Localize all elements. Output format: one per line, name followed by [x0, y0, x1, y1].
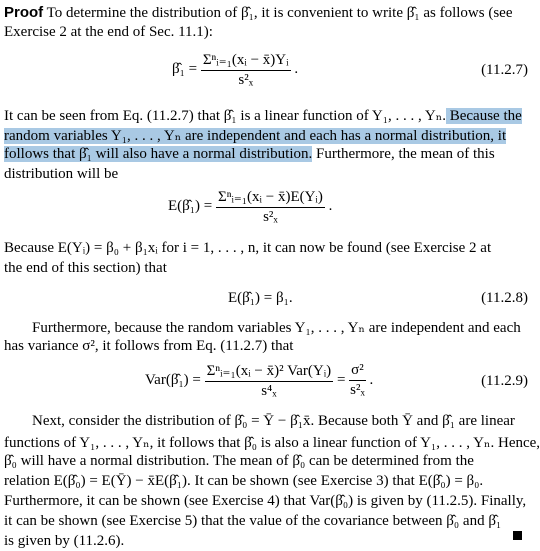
equation-number: (11.2.7) [481, 62, 528, 78]
paragraph-3-line-2: the end of this section) that [4, 260, 167, 276]
paragraph-5-line-1: Next, consider the distribution of β̂₀ = Ȳ − β̂₁x̄. Because both Ȳ and β̂₁ are linear [32, 413, 515, 429]
eq-numerator: Σⁿᵢ₌₁(xᵢ − x̄)Yᵢ [201, 50, 291, 71]
text-span: Furthermore, the mean of this [312, 146, 495, 162]
eq-numerator-2: σ² [349, 362, 366, 381]
proof-label: Proof [4, 4, 44, 21]
eq-lhs: Var(β̂₁) = [145, 371, 201, 388]
eq-fraction-2 [349, 362, 366, 399]
highlighted-text[interactable]: random variables Y₁, . . . , Yₙ are independent and each has a normal distribution, it [4, 128, 507, 144]
eq-equals: = [336, 371, 346, 388]
equation-11-2-8: E(β̂₁) = β₁. [228, 290, 293, 306]
paragraph-5-line-5: Furthermore, it can be shown (see Exercise 4) that Var(β̂₀) is given by (11.2.5). Finally, [4, 493, 527, 509]
eq-denominator-2: s²ₓ [350, 382, 365, 398]
eq-tail: . [294, 60, 299, 77]
eq-tail: . [369, 371, 374, 388]
paragraph-5-line-6: it can be shown (see Exercise 5) that the value of the covariance between β̂₀ and β̂₁ [4, 513, 502, 529]
eq-fraction [201, 50, 291, 89]
eq-numerator: Σⁿᵢ₌₁(xᵢ − x̄)E(Yᵢ) [216, 187, 325, 208]
paragraph-5-line-3: β̂₀ will have a normal distribution. The mean of β̂₀ can be determined from the [4, 453, 474, 469]
text-span: It can be seen from Eq. (11.2.7) that β̂₁ is a linear function of Y₁, . . . , Yₙ. [4, 108, 446, 124]
eq-numerator: Σⁿᵢ₌₁(xᵢ − x̄)² Var(Yᵢ) [205, 361, 334, 382]
paragraph-2-line-1 [4, 106, 522, 125]
paragraph-1-line-1 [4, 4, 512, 22]
paragraph-5-line-4: relation E(β̂₀) = E(Ȳ) − x̄E(β̂₁). It can be shown (see Exercise 3) that E(β̂₀) = β₀. [4, 473, 484, 489]
paragraph-2-line-2 [4, 126, 506, 145]
paragraph-5-line-7: is given by (11.2.6). [4, 533, 125, 549]
eq-fraction [205, 361, 334, 400]
paragraph-2-line-3 [4, 146, 495, 163]
equation-11-2-7 [172, 50, 298, 89]
text-span: To determine the distribution of β̂₁, it is convenient to write β̂₁ as follows (see [46, 5, 513, 21]
eq-denominator: s⁴ₓ [261, 383, 277, 399]
paragraph-5-line-2: functions of Y₁, . . . , Yₙ, it follows that β̂₀ is also a linear function of Y₁, . . . , Yₙ. Hence, [4, 435, 540, 451]
qed-square-icon [513, 531, 522, 540]
paragraph-1-line-2: Exercise 2 at the end of Sec. 11.1): [4, 24, 213, 40]
equation-11-2-9 [145, 361, 373, 400]
eq-denominator: s²ₓ [238, 72, 254, 88]
highlighted-text[interactable]: Because the [445, 108, 522, 124]
equation-expectation [168, 187, 332, 226]
eq-lhs: E(β̂₁) = [168, 197, 213, 214]
paragraph-2-line-4: distribution will be [4, 166, 119, 182]
eq-denominator: s²ₓ [263, 209, 278, 225]
paragraph-4-line-1: Furthermore, because the random variables Y₁, . . . , Yₙ are independent and each [32, 320, 521, 336]
eq-tail: . [328, 197, 333, 214]
eq-fraction [216, 187, 325, 226]
paragraph-4-line-2: has variance σ², it follows from Eq. (11.2.7) that [4, 338, 294, 354]
equation-number: (11.2.8) [481, 290, 528, 306]
eq-lhs: β̂₁ = [172, 60, 198, 77]
paragraph-3-line-1: Because E(Yᵢ) = β₀ + β₁xᵢ for i = 1, . . . , n, it can now be found (see Exercise 2 at [4, 240, 492, 256]
equation-number: (11.2.9) [481, 373, 528, 389]
highlighted-text[interactable]: follows that β̂₁ will also have a normal distribution. [4, 146, 313, 162]
